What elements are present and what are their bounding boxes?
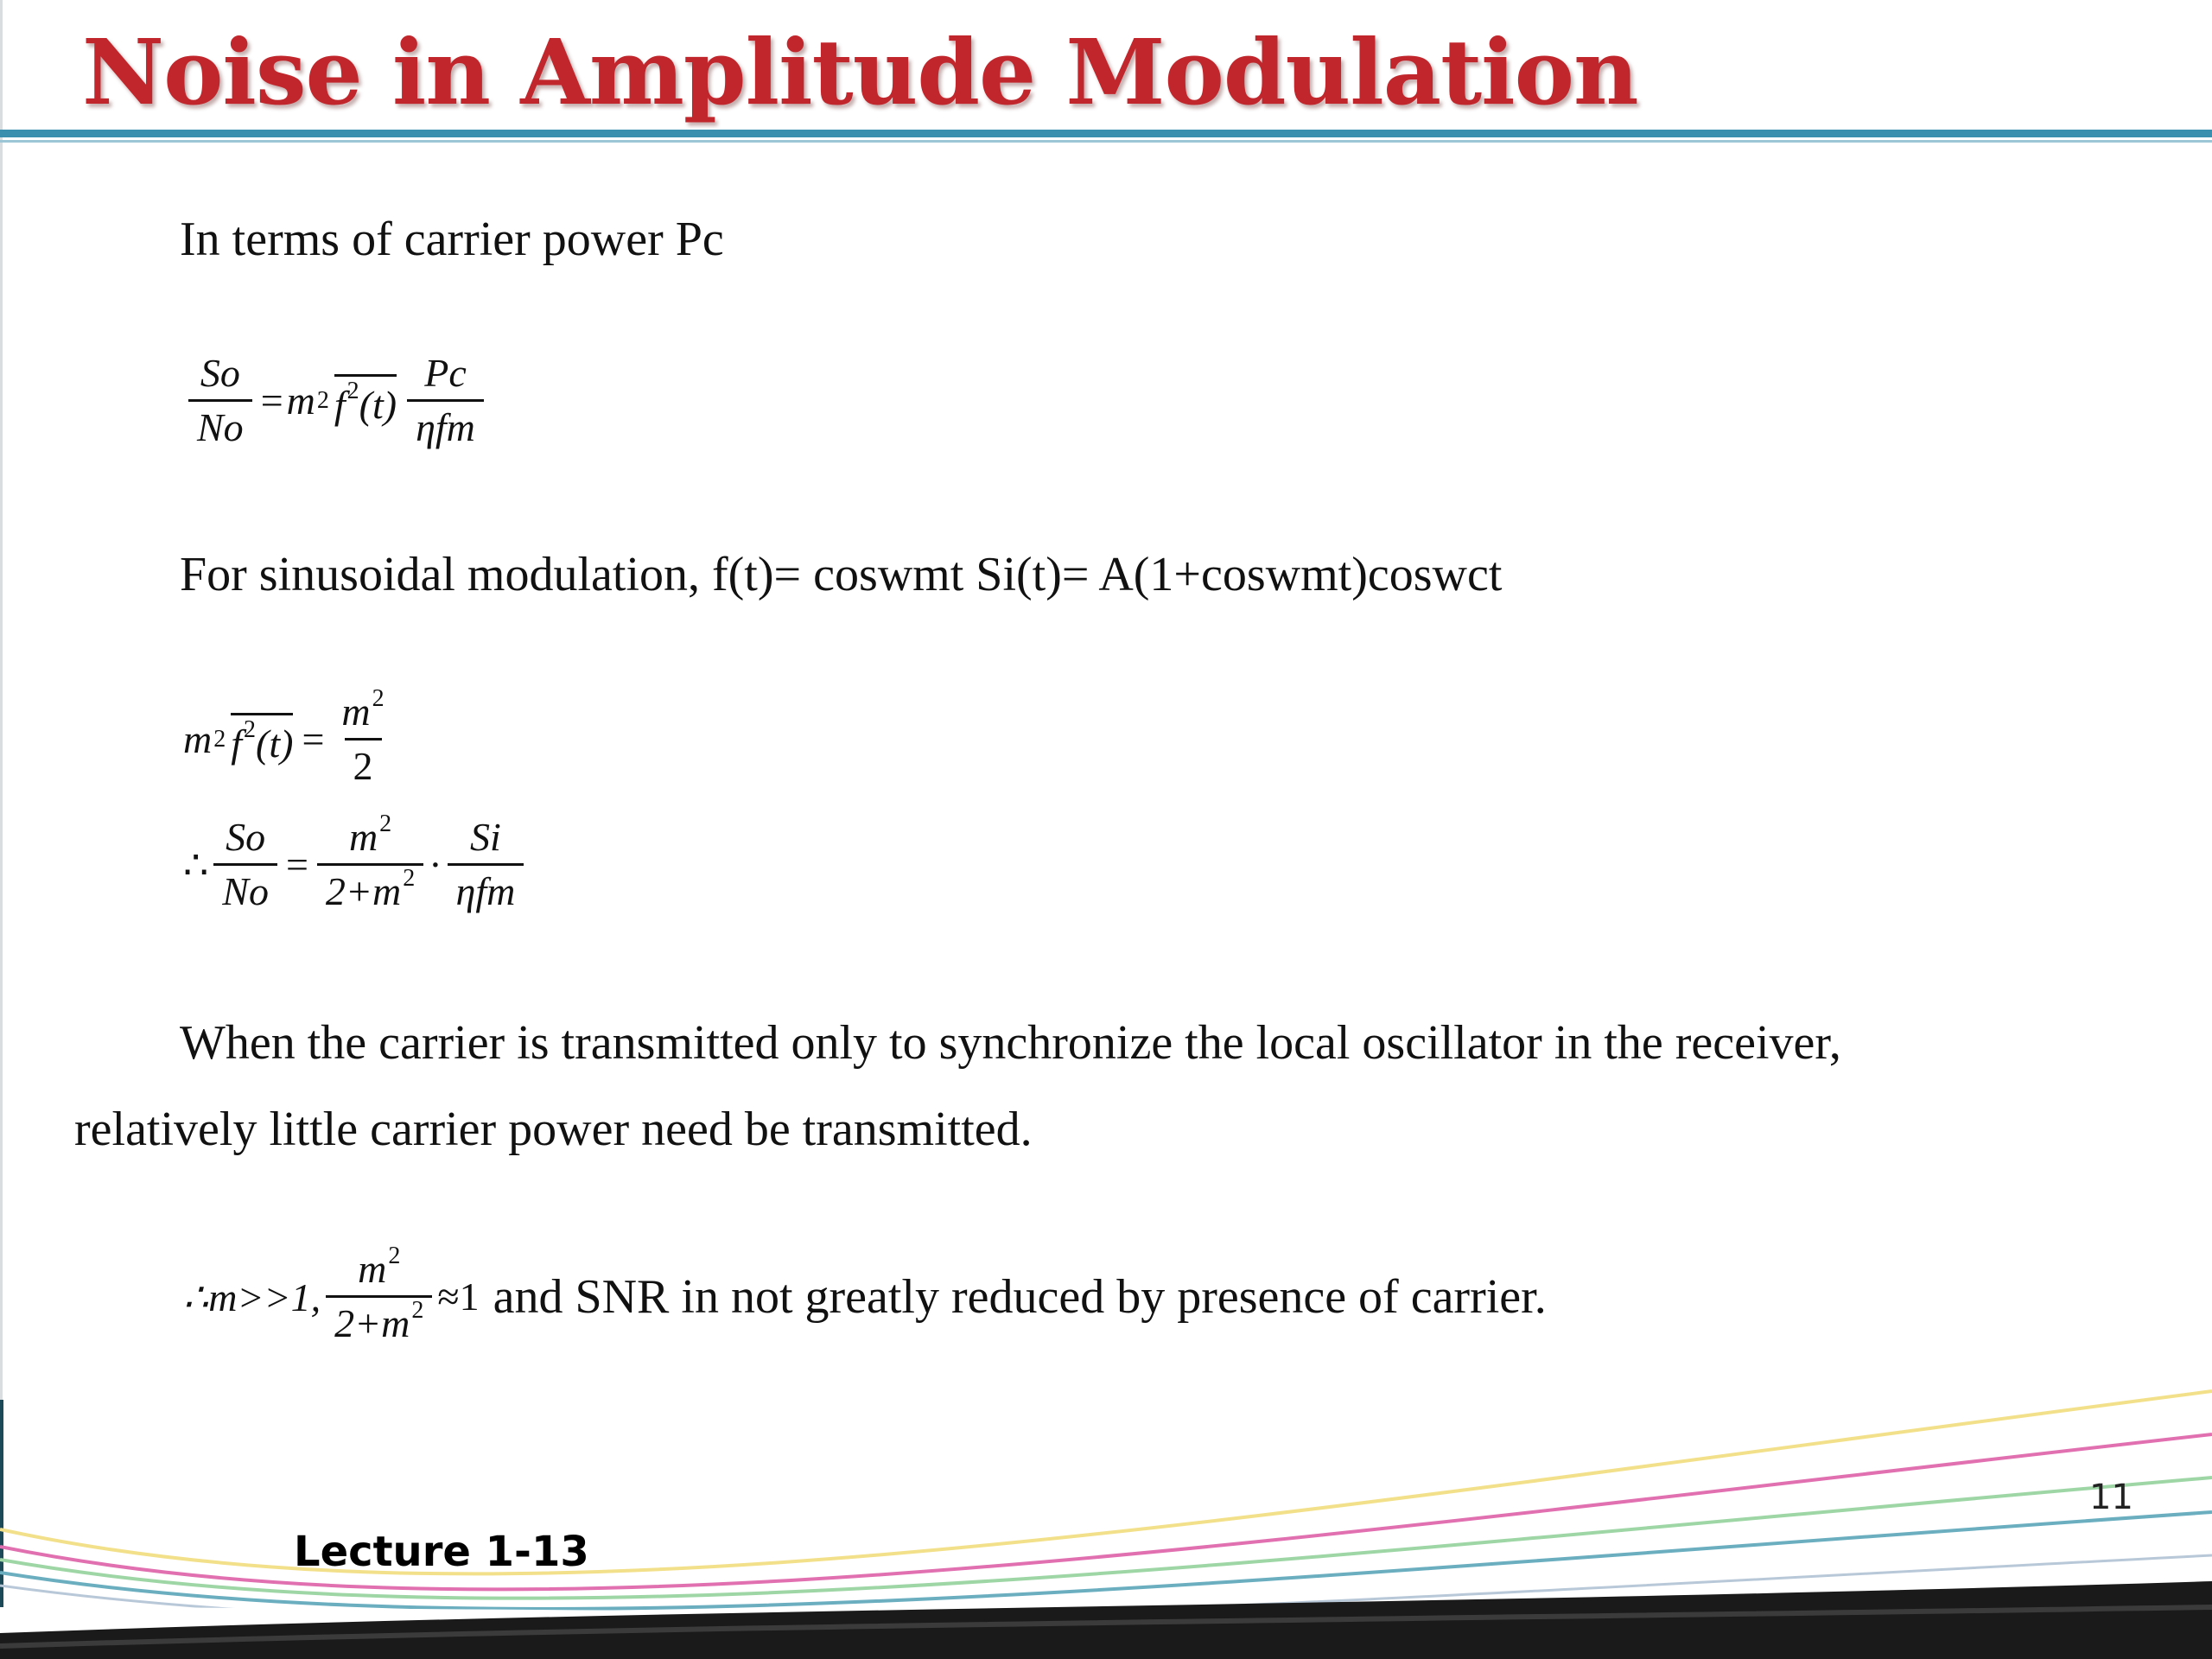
equation-m2-f2: m 2 $f^2(t)$ = $\frac{m^2}{2}$	[183, 691, 398, 788]
fraction-m2-2pm2: $\frac{m^2}{2+m^2}$	[326, 1249, 432, 1345]
page-number: 11	[2089, 1478, 2133, 1517]
equation-snr-pc: $\frac{So}{No}$ = m 2 $f^2(t)$ $\frac{Pc}{\text{ηfm}}$	[183, 353, 489, 449]
fraction-m2-2: $\frac{m^2}{2}$	[341, 684, 385, 789]
left-border	[0, 0, 3, 1400]
equation-snr-si: ∴ $\frac{So}{No}$ = $\frac{m^2}{2+m^2}$ · $\frac{Si}{\text{ηfm}}$	[183, 817, 529, 913]
equation-m-gg-1: ∴m>>1, $\frac{m^2}{2+m^2}$ ≈1 and SNR in not greatly reduced by presence of carrier.	[183, 1242, 1547, 1346]
fraction-pc-nfm: $\frac{Pc}{\text{ηfm}}$	[407, 353, 484, 449]
decorative-swoosh	[0, 1348, 2212, 1659]
title-underline	[0, 130, 2212, 137]
fraction-so-no: $\frac{So}{No}$	[213, 817, 277, 913]
paragraph-sinusoidal: For sinusoidal modulation, f(t)= coswmt Si(t)= A(1+coswmt)coswct	[180, 548, 1503, 601]
paragraph-carrier-power: In terms of carrier power Pc	[180, 213, 724, 266]
fraction-m2-2pm2: $\frac{m^2}{2+m^2}$	[317, 817, 423, 913]
slide-title: Noise in Amplitude Modulation	[82, 19, 1638, 125]
paragraph-carrier-line1: When the carrier is transmitted only to synchronize the local oscillator in the receiver,	[180, 1016, 1841, 1070]
fraction-so-no: $\frac{So}{No}$	[188, 353, 252, 449]
paragraph-carrier-line2: relatively little carrier power need be transmitted.	[74, 1103, 1033, 1156]
footer-label: Lecture 1-13	[294, 1528, 589, 1576]
title-underline-thin	[0, 140, 2212, 143]
overline-f2t: $f^2(t)$	[334, 374, 397, 428]
fraction-si-nfm: $\frac{Si}{\text{ηfm}}$	[448, 817, 524, 913]
equation-tail-text: and SNR in not greatly reduced by presence of carrier.	[493, 1269, 1547, 1324]
overline-f2t: $f^2(t)$	[231, 713, 293, 766]
